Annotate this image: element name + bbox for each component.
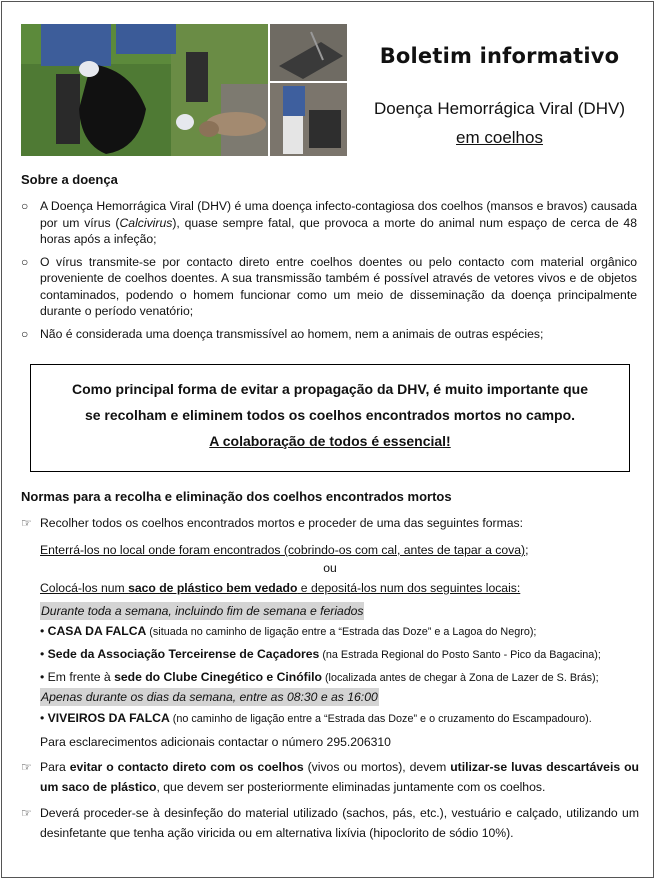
bulletin-page (1, 1, 654, 878)
item-text-after: ), quase sempre fatal, que provoca a morte do animal num espaço de cerca de 48 horas após a infeção; (40, 215, 637, 246)
section-title-norms: Normas para a recolha e eliminação dos coelhos encontrados mortos (21, 489, 452, 504)
norms-list (21, 515, 639, 843)
pointing-hand-icon: ☞ (21, 516, 32, 530)
norm-text: , que devem ser posteriormente eliminadas juntamente com os coelhos. (156, 780, 546, 794)
location-detail: (na Estrada Regional do Posto Santo - Pico da Bagacina); (319, 649, 601, 661)
option-bury (21, 542, 639, 558)
item-text: O vírus transmite-se por contacto direto entre coelhos doentes ou pelo contacto com material orgânico proveniente de coelhos doentes. A sua transmissão também é possível através de vetores vivos e de objetos contaminados, podendo o homem funcionar como um meio de disseminação da doença principalmente durante o período venatório; (40, 254, 637, 318)
small-bullet-icon: • (40, 647, 45, 661)
norm-item (21, 757, 639, 797)
header-photo-collage (21, 24, 347, 156)
disease-facts-list (21, 198, 637, 348)
location-detail: (situada no caminho de ligação entre a “Estrada das Doze” e a Lagoa do Negro); (146, 626, 537, 638)
notice-line: se recolham e eliminem todos os coelhos encontrados mortos no campo. (84, 407, 576, 423)
location-detail: (localizada antes de chegar à Zona de Lazer de S. Brás); (321, 672, 599, 684)
photo-illustration (21, 24, 347, 156)
circle-bullet-icon: ○ (21, 326, 29, 341)
location-name: CASA DA FALCA (47, 624, 147, 638)
norm-text: Deverá proceder-se à desinfeção do material utilizado (sachos, pás, etc.), vestuário e calçado, utilizando um desinfetante que tenha ação viricida ou em alternativa lixívia (hipoclorito de sódio 10%). (40, 806, 639, 840)
norm-text-bold: utilizar-se luvas descartáveis ou um saco de plástico (40, 760, 639, 794)
norm-item (21, 515, 639, 531)
option-text-bold: saco de plástico bem vedado (128, 581, 298, 595)
location-detail: (no caminho de ligação entre a “Estrada das Doze” e o cruzamento do Escampadouro). (169, 713, 592, 725)
section-title-disease: Sobre a doença (21, 172, 118, 187)
or-separator: ou (323, 561, 337, 575)
location-item (21, 623, 639, 640)
list-item (21, 254, 637, 320)
location-name: sede do Clube Cinegético e Cinófilo (114, 670, 322, 684)
option-text: Colocá-los num (40, 581, 129, 595)
option-bag (21, 580, 639, 596)
norm-text: Para (40, 760, 70, 774)
contact-info: Para esclarecimentos adicionais contactar o número 295.206310 (40, 735, 391, 749)
pointing-hand-icon: ☞ (21, 806, 32, 820)
circle-bullet-icon: ○ (21, 199, 29, 213)
norm-text: Recolher todos os coelhos encontrados mortos e proceder de uma das seguintes formas: (40, 516, 524, 530)
norm-text-bold: evitar o contacto direto com os coelhos (69, 760, 304, 774)
option-text: Enterrá-los no local onde foram encontrados (cobrindo-os com cal, antes de tapar a cova) (40, 543, 526, 557)
option-end: ; (525, 543, 529, 557)
notice-line: Como principal forma de evitar a propagação da DHV, é muito importante que (71, 381, 589, 397)
small-bullet-icon: • (40, 711, 45, 725)
list-item (21, 198, 637, 248)
item-text-before: A Doença Hemorrágica Viral (DHV) é uma doença infecto-contagiosa dos coelhos (mansos e bravos) causada por um vírus ( (40, 199, 637, 230)
location-prefix: Em frente à (47, 670, 115, 684)
notice-box (30, 364, 630, 472)
norm-item (21, 803, 639, 843)
period-weekdays (21, 688, 639, 706)
item-text-italic: Calcivirus (119, 215, 173, 230)
option-text: e depositá-los num dos seguintes locais: (297, 581, 521, 595)
period-label: Apenas durante os dias da semana, entre as 08:30 e as 16:00 (41, 690, 378, 704)
bulletin-subtitle-underlined: em coelhos (456, 128, 543, 147)
location-name: Sede da Associação Terceirense de Caçadores (47, 647, 320, 661)
bulletin-subtitle: Doença Hemorrágica Viral (DHV) (374, 99, 625, 118)
period-weekly (21, 602, 639, 620)
notice-highlight: A colaboração de todos é essencial! (209, 433, 451, 449)
period-label: Durante toda a semana, incluindo fim de semana e feriados (41, 604, 364, 618)
pointing-hand-icon: ☞ (21, 760, 32, 774)
norm-text: (vivos ou mortos), devem (303, 760, 451, 774)
location-item (21, 646, 639, 663)
location-name: VIVEIROS DA FALCA (47, 711, 170, 725)
list-item (21, 326, 637, 343)
circle-bullet-icon: ○ (21, 254, 29, 269)
bulletin-title: Boletim informativo (379, 44, 620, 68)
item-text: Não é considerada uma doença transmissível ao homem, nem a animais de outras espécies; (40, 326, 544, 341)
location-item (21, 710, 639, 727)
location-item (21, 669, 639, 686)
small-bullet-icon: • (40, 670, 45, 684)
small-bullet-icon: • (40, 624, 45, 638)
